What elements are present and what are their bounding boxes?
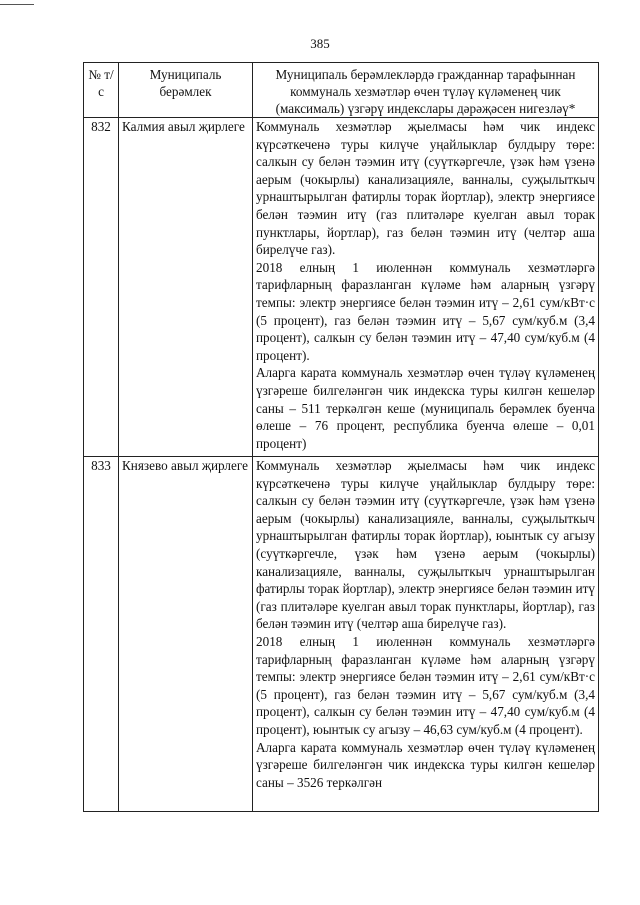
paragraph-utilities-types: Коммуналь хезмәтләр җыелмасы һәм чик индекс күрсәткеченә туры килүче уңайлыклар булдыру төре: салкын су белән тәэмин итү (суүткәргечле, үзәк һәм үзенә аерым (чокырлы) канализацияле, ванналы, суҗылыткыч урнаштырылган фатирлы торак йортлар), электр энергиясе белән тәэмин итү (газ плитәләре куелган авыл торак пунктлары, йортлар), газ белән тәэмин итү (челтәр аша бирелүче газ). [256, 119, 595, 258]
paragraph-utilities-types: Коммуналь хезмәтләр җыелмасы һәм чик индекс күрсәткеченә туры килүче уңайлыклар булдыру төре: салкын су белән тәэмин итү (суүткәргечле, үзәк һәм үзенә аерым (чокырлы) канализацияле, ванналы, суҗылыткыч урнаштырылган фатирлы торак йортлар), юынтык су агызу (суүткәргечле, үзәк һәм үзенә аерым (чокырлы) канализацияле, ванналы, суҗылыткыч урнаштырылган фатирлы торак йортлар), электр энергиясе белән тәэмин итү (газ плитәләре куелган авыл торак пунктлары, йортлар), газ белән тәэмин итү (челтәр аша бирелүче газ). [256, 458, 595, 632]
table-header-row [84, 63, 599, 118]
justification-cell [253, 457, 599, 812]
municipality-name: Калмия авыл җирлеге [119, 118, 253, 457]
tariff-table [83, 62, 599, 812]
table-row [84, 457, 599, 812]
paragraph-population: Аларга карата коммуналь хезмәтләр өчен түләү күләменең үзгәреше билгеләнгән чик индекска туры килгән кешеләр саны – 3526 теркәлгән [256, 739, 595, 790]
page-number: 385 [310, 36, 330, 51]
justification-cell [253, 118, 599, 457]
paragraph-tariffs: 2018 елның 1 июленнән коммуналь хезмәтләргә тарифларның фаразланган күләме һәм аларның үзгәрү темпы: электр энергиясе белән тәэмин итү – 2,61 сум/кВт·с (5 процент), газ белән тәэмин итү – 5,67 сум/куб.м (3,4 процент), салкын су белән тәэмин итү – 47,40 сум/куб.м (4 процент). [256, 259, 595, 363]
municipality-name: Князево авыл җирлеге [119, 457, 253, 812]
header-justification: Муниципаль берәмлекләрдә гражданнар тарафыннан коммуналь хезмәтләр өчен түләү күләменең чик (максималь) үзгәрү индекслары дәрәҗәсен нигезләү* [253, 63, 599, 118]
header-municipality: Муниципаль берәмлек [119, 63, 253, 118]
header-number: № т/с [84, 63, 119, 118]
paragraph-tariffs: 2018 елның 1 июленнән коммуналь хезмәтләргә тарифларның фаразланган күләме һәм аларның үзгәрү темпы: электр энергиясе белән тәэмин итү – 2,61 сум/кВт·с (5 процент), газ белән тәэмин итү – 5,67 сум/куб.м (3,4 процент), салкын су белән тәэмин итү – 47,40 сум/куб.м (4 процент), юынтык су агызу – 46,63 сум/куб.м (4 процент). [256, 633, 595, 737]
table-row [84, 118, 599, 457]
scan-corner-mark [0, 4, 34, 5]
row-number: 833 [84, 457, 119, 812]
row-number: 832 [84, 118, 119, 457]
paragraph-population: Аларга карата коммуналь хезмәтләр өчен түләү күләменең үзгәреше билгеләнгән чик индекска туры килгән кешеләр саны – 511 теркәлгән кеше (муниципаль берәмлек буенча өлеше – 76 процент, республика буенча өлеше – 0,01 процент) [256, 365, 595, 451]
